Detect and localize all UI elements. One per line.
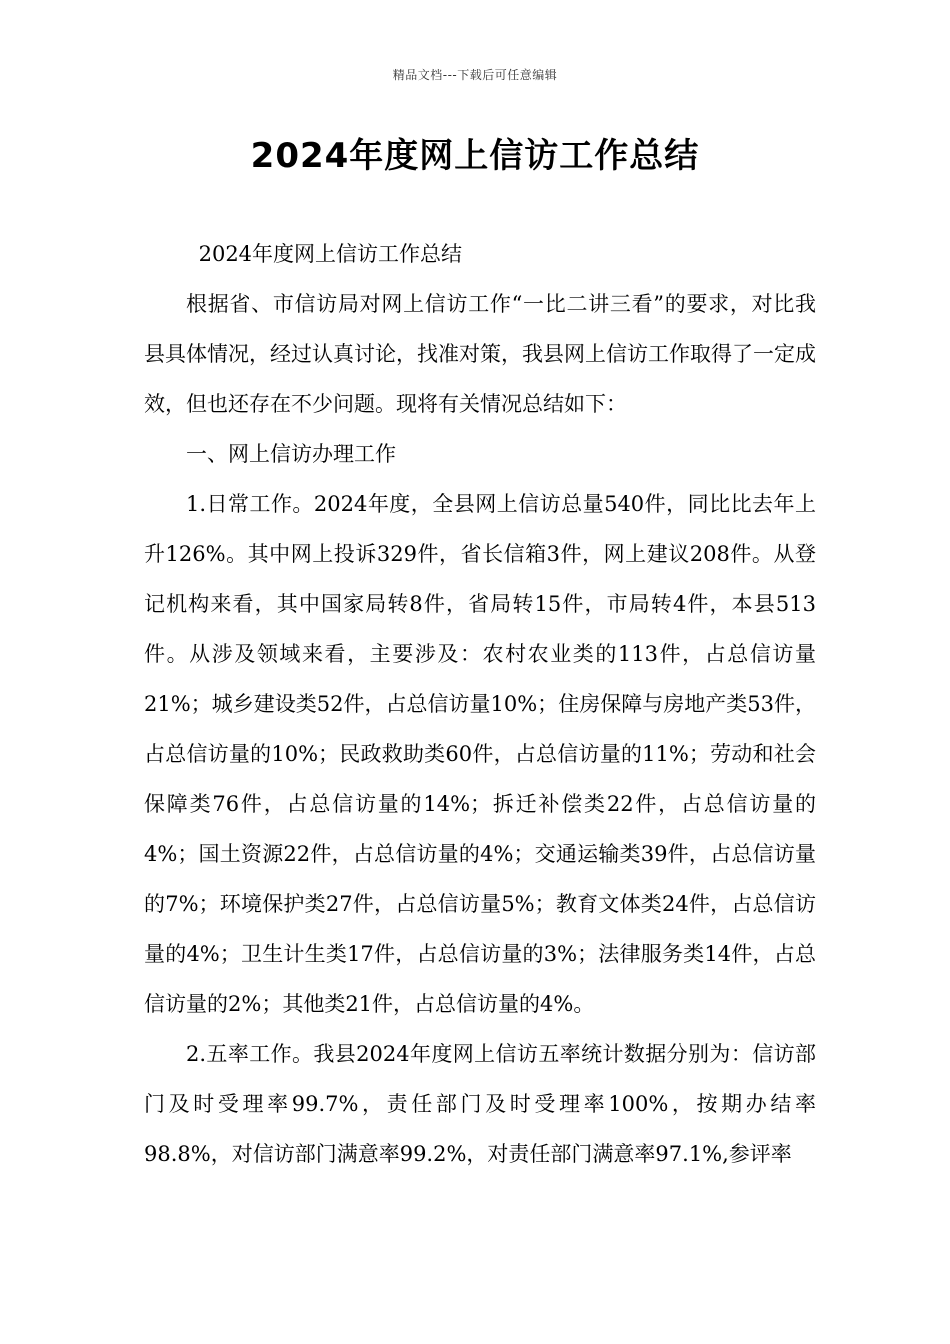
document-title: 2024年度网上信访工作总结: [250, 136, 700, 176]
section-heading: 一、网上信访办理工作: [186, 442, 396, 466]
body-subtitle: 2024年度网上信访工作总结: [198, 242, 463, 266]
paragraph-daily-work: 1.日常工作。2024年度，全县网上信访总量540件，同比比去年上升126%。其中网上投诉329件，省长信箱3件，网上建议208件。从登记机构来看，其中国家局转8件，省局转15件，市局转4件，本县513件。从涉及领域来看，主要涉及：农村农业类的113件，占总信访量21%；城乡建设类52件，占总信访量10%；住房保障与房地产类53件，占总信访量的10%；民政救助类60件，占总信访量的11%；劳动和社会保障类76件，占总信访量的14%；拆迁补偿类22件，占总信访量的4%；国土资源22件，占总信访量的4%；交通运输类39件，占总信访量的7%；环境保护类27件，占总信访量5%；教育文体类24件，占总信访量的4%；卫生计生类17件，占总信访量的3%；法律服务类14件，占总信访量的2%；其他类21件，占总信访量的4%。: [144, 492, 816, 1016]
header-note: 精品文档---下载后可任意编辑: [392, 68, 558, 82]
document-body: [144, 229, 816, 1179]
paragraph-five-rates: 2.五率工作。我县2024年度网上信访五率统计数据分别为：信访部门及时受理率99.7%，责任部门及时受理率100%，按期办结率98.8%，对信访部门满意率99.2%，对责任部门满意率97.1%,参评率: [144, 1042, 816, 1166]
paragraph-intro: 根据省、市信访局对网上信访工作“一比二讲三看”的要求，对比我县具体情况，经过认真讨论，找准对策，我县网上信访工作取得了一定成效，但也还存在不少问题。现将有关情况总结如下：: [144, 292, 816, 416]
